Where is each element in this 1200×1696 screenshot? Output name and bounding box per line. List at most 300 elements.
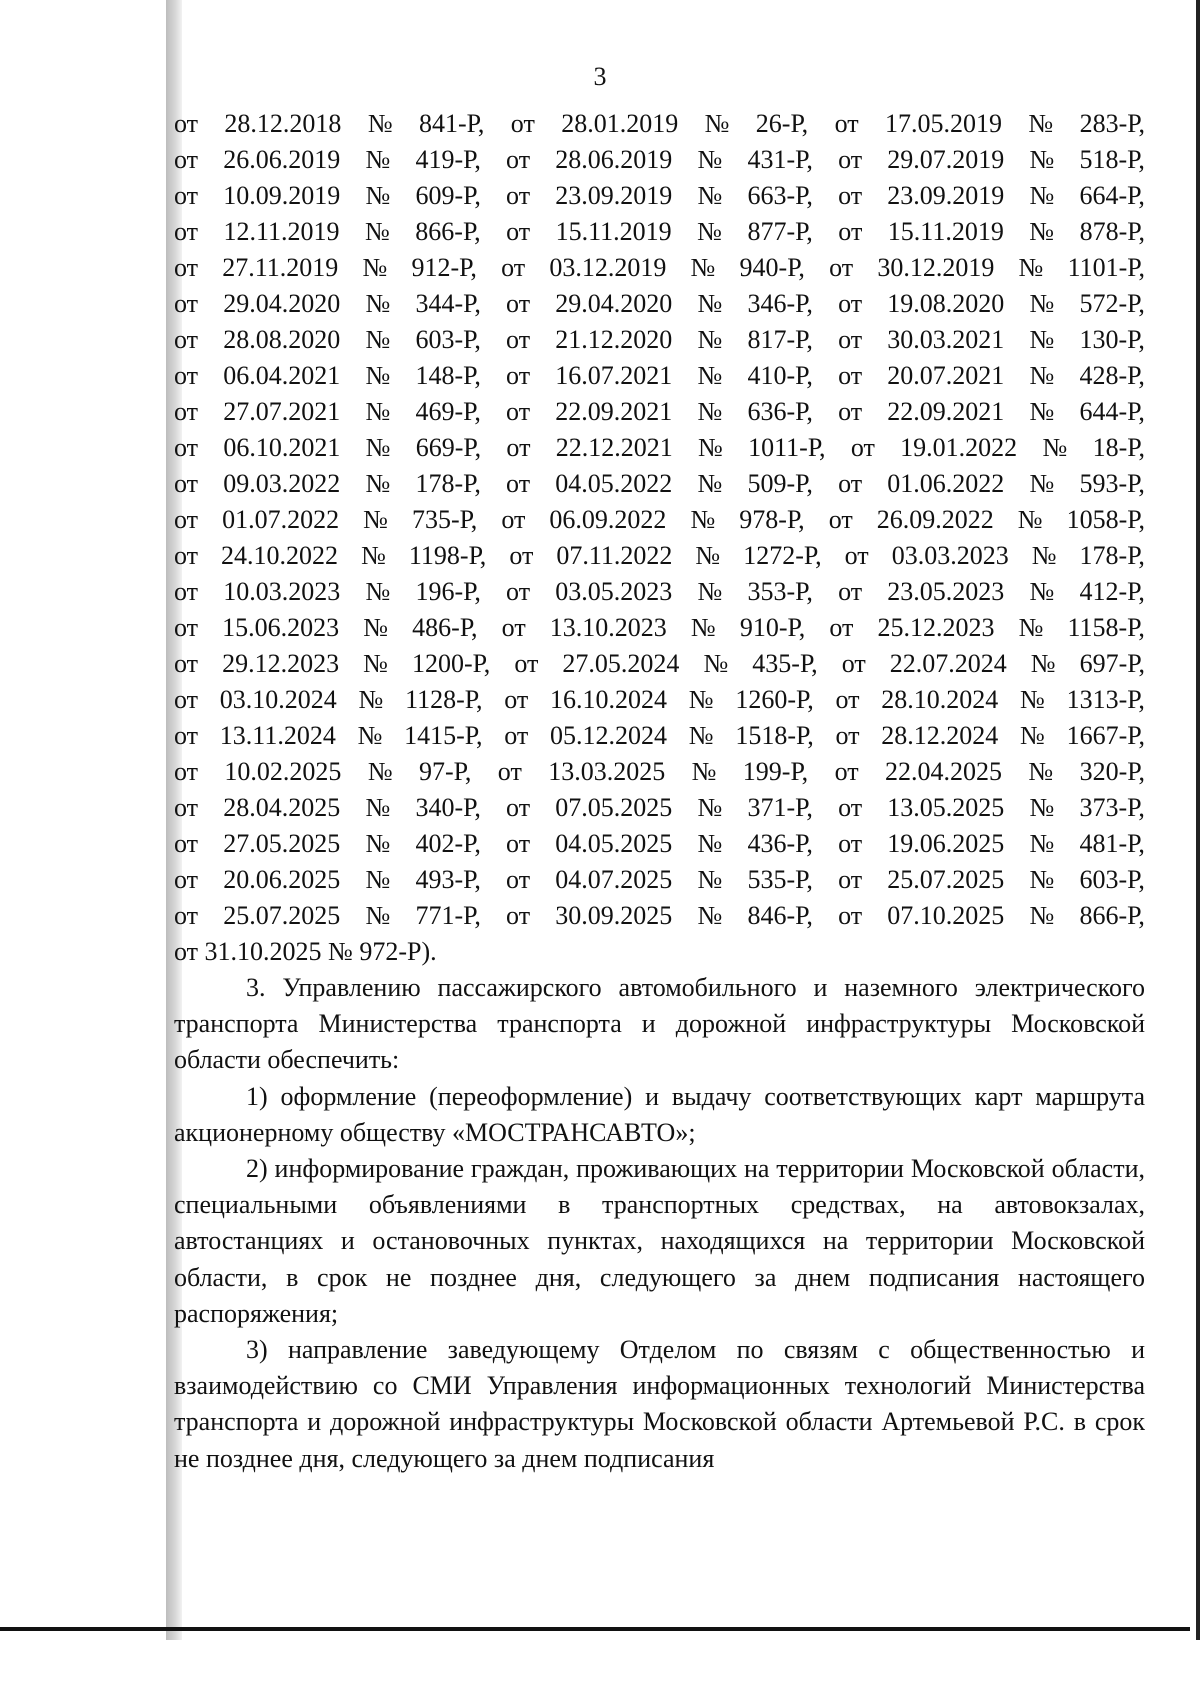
order-reference-token: 178-Р, bbox=[1079, 541, 1145, 570]
order-reference-token: 410-Р, bbox=[747, 361, 813, 390]
order-reference-token: от bbox=[838, 865, 863, 894]
order-reference-token: 16.07.2021 bbox=[555, 361, 673, 390]
order-reference-token: от bbox=[506, 901, 531, 930]
order-reference-token: № bbox=[1031, 541, 1057, 570]
order-reference-token: 03.10.2024 bbox=[219, 685, 337, 714]
order-reference-token: 1011-Р, bbox=[748, 433, 826, 462]
order-reference-line bbox=[174, 718, 1145, 754]
order-reference-token: № bbox=[365, 181, 391, 210]
order-reference-token: № bbox=[697, 181, 723, 210]
order-reference-token: от bbox=[501, 613, 526, 642]
order-reference-line bbox=[174, 682, 1145, 718]
order-reference-token: № bbox=[1029, 397, 1055, 426]
order-reference-token: № bbox=[365, 901, 391, 930]
order-reference-token: 22.09.2021 bbox=[555, 397, 673, 426]
order-reference-token: 469-Р, bbox=[415, 397, 481, 426]
order-reference-token: 04.05.2025 bbox=[555, 829, 673, 858]
order-reference-token: 16.10.2024 bbox=[550, 685, 668, 714]
order-reference-token: 877-Р, bbox=[747, 217, 813, 246]
order-reference-token: № bbox=[697, 865, 723, 894]
order-reference-token: 1260-Р, bbox=[735, 685, 814, 714]
order-reference-token: № bbox=[365, 217, 390, 246]
order-reference-token: от bbox=[838, 577, 863, 606]
order-reference-token: 1667-Р, bbox=[1066, 721, 1145, 750]
scan-bottom-edge bbox=[0, 1627, 1190, 1631]
order-reference-token: 283-Р, bbox=[1079, 109, 1145, 138]
order-reference-token: 17.05.2019 bbox=[884, 109, 1002, 138]
order-reference-token: № bbox=[367, 757, 393, 786]
order-reference-token: 199-Р, bbox=[742, 757, 809, 786]
order-reference-token: от bbox=[838, 325, 863, 354]
order-reference-token: № bbox=[365, 865, 391, 894]
order-reference-token: 22.04.2025 bbox=[884, 757, 1002, 786]
order-reference-line bbox=[174, 610, 1145, 646]
order-reference-token: 07.05.2025 bbox=[555, 793, 673, 822]
order-reference-token: от bbox=[501, 505, 526, 534]
order-reference-token: 06.09.2022 bbox=[549, 505, 667, 534]
order-reference-token: 486-Р, bbox=[412, 613, 478, 642]
order-reference-token: № bbox=[365, 577, 391, 606]
order-reference-token: 26.09.2022 bbox=[876, 505, 994, 534]
order-reference-token: 593-Р, bbox=[1079, 469, 1145, 498]
order-reference-line bbox=[174, 826, 1145, 862]
order-reference-token: № bbox=[691, 757, 717, 786]
order-reference-line bbox=[174, 430, 1145, 466]
order-reference-token: от bbox=[506, 469, 531, 498]
paragraph-3-3: 3) направление заведующему Отделом по связям с общественностью и взаимодействию со СМИ Управления информационных технологий Министерства транспорта и дорожной инфраструктуры Московской области Артемьевой Р.С. в срок не позднее дня, следующего за днем подписания bbox=[174, 1335, 1145, 1473]
order-reference-token: от bbox=[506, 397, 531, 426]
order-reference-token: № bbox=[363, 649, 388, 678]
order-reference-token: 28.08.2020 bbox=[223, 325, 341, 354]
order-reference-token: 846-Р, bbox=[747, 901, 813, 930]
order-reference-token: от bbox=[838, 829, 863, 858]
order-reference-last-line: от 31.10.2025 № 972-Р). bbox=[174, 937, 437, 966]
order-reference-token: 07.11.2022 bbox=[556, 541, 673, 570]
order-reference-token: 866-Р, bbox=[1079, 901, 1145, 930]
order-reference-token: № bbox=[690, 613, 716, 642]
order-reference-token: 13.05.2025 bbox=[887, 793, 1005, 822]
order-reference-token: 664-Р, bbox=[1079, 181, 1145, 210]
order-reference-token: от bbox=[174, 397, 199, 426]
order-reference-token: № bbox=[697, 469, 723, 498]
order-reference-token: 25.12.2023 bbox=[877, 613, 995, 642]
order-reference-token: № bbox=[697, 217, 722, 246]
order-reference-token: 27.05.2025 bbox=[223, 829, 341, 858]
order-reference-token: от bbox=[509, 541, 534, 570]
order-reference-token: от bbox=[838, 469, 863, 498]
order-reference-token: 371-Р, bbox=[747, 793, 813, 822]
order-reference-token: от bbox=[506, 289, 531, 318]
order-reference-token: № bbox=[1029, 181, 1055, 210]
order-reference-token: от bbox=[174, 361, 199, 390]
order-reference-token: от bbox=[174, 217, 199, 246]
order-reference-token: 06.04.2021 bbox=[223, 361, 341, 390]
order-reference-token: от bbox=[174, 181, 199, 210]
order-reference-token: от bbox=[174, 469, 199, 498]
order-reference-token: от bbox=[838, 145, 863, 174]
order-reference-token: 402-Р, bbox=[415, 829, 481, 858]
order-reference-token: 603-Р, bbox=[415, 325, 481, 354]
referenced-orders-list bbox=[174, 106, 1145, 970]
order-reference-token: от bbox=[174, 109, 199, 138]
order-reference-token: № bbox=[1029, 325, 1055, 354]
paragraph-3-1: 1) оформление (переоформление) и выдачу соответствующих карт маршрута акционерному обществу «МОСТРАНСАВТО»; bbox=[174, 1081, 1145, 1147]
order-reference-token: 1415-Р, bbox=[404, 721, 483, 750]
paragraph-3: 3. Управлению пассажирского автомобильного и наземного электрического транспорта Министерства транспорта и дорожной инфраструктуры Московской области обеспечить: bbox=[174, 973, 1145, 1075]
order-reference-token: от bbox=[174, 541, 199, 570]
order-reference-token: 03.03.2023 bbox=[891, 541, 1009, 570]
order-reference-token: 23.09.2019 bbox=[887, 181, 1005, 210]
order-reference-token: от bbox=[504, 685, 529, 714]
order-reference-token: 910-Р, bbox=[739, 613, 806, 642]
order-reference-token: № bbox=[365, 469, 391, 498]
order-reference-token: № bbox=[1028, 757, 1054, 786]
order-reference-token: 13.03.2025 bbox=[548, 757, 666, 786]
order-reference-token: 15.06.2023 bbox=[222, 613, 340, 642]
order-reference-token: от bbox=[838, 217, 863, 246]
order-reference-token: 431-Р, bbox=[747, 145, 813, 174]
order-reference-token: № bbox=[1029, 145, 1055, 174]
order-reference-token: 412-Р, bbox=[1079, 577, 1145, 606]
order-reference-token: 373-Р, bbox=[1079, 793, 1145, 822]
order-reference-token: 30.09.2025 bbox=[555, 901, 673, 930]
order-reference-token: от bbox=[506, 793, 531, 822]
order-reference-token: от bbox=[835, 721, 860, 750]
order-reference-token: 15.11.2019 bbox=[887, 217, 1004, 246]
order-reference-token: от bbox=[174, 613, 199, 642]
order-reference-token: 320-Р, bbox=[1079, 757, 1145, 786]
paragraph-3-2: 2) информирование граждан, проживающих на территории Московской области, специальными объявлениями в транспортных средствах, на автовокзалах, автостанциях и остановочных пунктах, находящихся на территории Московской области, в срок не позднее дня, следующего за днем подписания настоящего распоряжения; bbox=[174, 1154, 1145, 1328]
order-reference-token: 04.05.2022 bbox=[555, 469, 673, 498]
order-reference-token: № bbox=[365, 145, 391, 174]
order-reference-line bbox=[174, 502, 1145, 538]
order-reference-token: 12.11.2019 bbox=[223, 217, 340, 246]
order-reference-token: № bbox=[1029, 901, 1055, 930]
order-reference-token: № bbox=[365, 829, 391, 858]
order-reference-token: 03.05.2023 bbox=[555, 577, 673, 606]
order-reference-token: № bbox=[363, 505, 388, 534]
order-reference-token: 01.06.2022 bbox=[887, 469, 1005, 498]
order-reference-line bbox=[174, 106, 1145, 142]
order-reference-token: 436-Р, bbox=[747, 829, 813, 858]
order-reference-token: № bbox=[365, 289, 391, 318]
order-reference-token: 29.04.2020 bbox=[555, 289, 673, 318]
order-reference-line bbox=[174, 466, 1145, 502]
order-reference-token: от bbox=[174, 793, 199, 822]
order-reference-token: от bbox=[174, 721, 199, 750]
order-reference-token: от bbox=[174, 505, 199, 534]
order-reference-token: 697-Р, bbox=[1079, 649, 1145, 678]
order-reference-token: 19.06.2025 bbox=[887, 829, 1005, 858]
order-reference-token: 735-Р, bbox=[411, 505, 478, 534]
order-reference-token: 29.04.2020 bbox=[223, 289, 341, 318]
order-reference-token: № bbox=[697, 325, 723, 354]
order-reference-token: 1128-Р, bbox=[405, 685, 483, 714]
order-reference-token: 340-Р, bbox=[415, 793, 481, 822]
order-reference-token: № bbox=[697, 793, 723, 822]
order-reference-token: от bbox=[174, 865, 199, 894]
order-reference-token: от bbox=[174, 577, 199, 606]
order-reference-token: 97-Р, bbox=[419, 757, 472, 786]
order-reference-line bbox=[174, 538, 1145, 574]
order-reference-token: 493-Р, bbox=[415, 865, 481, 894]
order-reference-token: от bbox=[174, 685, 199, 714]
order-reference-token: 1101-Р, bbox=[1067, 253, 1145, 282]
order-reference-token: 1158-Р, bbox=[1067, 613, 1145, 642]
order-reference-token: 196-Р, bbox=[415, 577, 481, 606]
order-reference-token: 509-Р, bbox=[747, 469, 813, 498]
order-reference-token: № bbox=[1028, 109, 1054, 138]
order-reference-token: от bbox=[174, 901, 199, 930]
order-reference-line bbox=[174, 574, 1145, 610]
order-reference-token: 428-Р, bbox=[1079, 361, 1145, 390]
order-reference-token: 20.07.2021 bbox=[887, 361, 1005, 390]
order-reference-token: от bbox=[174, 325, 199, 354]
order-reference-token: 25.07.2025 bbox=[223, 901, 341, 930]
order-reference-token: 28.06.2019 bbox=[555, 145, 673, 174]
order-reference-token: 866-Р, bbox=[415, 217, 481, 246]
order-reference-token: 609-Р, bbox=[415, 181, 481, 210]
order-reference-token: 644-Р, bbox=[1079, 397, 1145, 426]
order-reference-token: 23.09.2019 bbox=[555, 181, 673, 210]
order-reference-token: 344-Р, bbox=[415, 289, 481, 318]
order-reference-token: 817-Р, bbox=[747, 325, 813, 354]
order-reference-token: № bbox=[362, 253, 388, 282]
order-reference-token: от bbox=[844, 541, 869, 570]
order-reference-line bbox=[174, 862, 1145, 898]
order-reference-line bbox=[174, 322, 1145, 358]
order-reference-token: 25.07.2025 bbox=[887, 865, 1005, 894]
order-reference-token: 27.11.2019 bbox=[222, 253, 339, 282]
order-reference-token: 663-Р, bbox=[747, 181, 813, 210]
order-reference-token: от bbox=[841, 649, 866, 678]
order-reference-token: от bbox=[510, 109, 535, 138]
order-reference-token: № bbox=[1029, 361, 1055, 390]
order-reference-token: от bbox=[835, 685, 860, 714]
order-reference-line bbox=[174, 358, 1145, 394]
order-reference-token: № bbox=[690, 253, 716, 282]
order-reference-token: № bbox=[365, 361, 391, 390]
order-reference-token: 24.10.2022 bbox=[221, 541, 339, 570]
order-reference-token: от bbox=[834, 109, 859, 138]
order-reference-token: 28.12.2018 bbox=[224, 109, 342, 138]
order-reference-line bbox=[174, 646, 1145, 682]
order-reference-token: 481-Р, bbox=[1079, 829, 1145, 858]
order-reference-token: № bbox=[1017, 505, 1043, 534]
order-reference-token: 19.08.2020 bbox=[887, 289, 1005, 318]
order-reference-token: 940-Р, bbox=[739, 253, 805, 282]
order-reference-token: № bbox=[697, 289, 723, 318]
order-reference-token: 13.11.2024 bbox=[219, 721, 336, 750]
order-reference-token: от bbox=[174, 757, 199, 786]
order-reference-token: от bbox=[838, 361, 863, 390]
order-reference-token: 130-Р, bbox=[1079, 325, 1145, 354]
order-reference-token: № bbox=[704, 109, 730, 138]
order-reference-token: от bbox=[501, 253, 526, 282]
order-reference-token: № bbox=[703, 649, 729, 678]
order-reference-token: № bbox=[365, 397, 391, 426]
order-reference-token: 878-Р, bbox=[1079, 217, 1145, 246]
order-reference-token: 353-Р, bbox=[747, 577, 813, 606]
order-reference-token: 15.11.2019 bbox=[555, 217, 672, 246]
document-body bbox=[174, 970, 1145, 1477]
order-reference-token: 841-Р, bbox=[419, 109, 485, 138]
order-reference-token: 27.07.2021 bbox=[223, 397, 341, 426]
order-reference-token: 1198-Р, bbox=[408, 541, 487, 570]
order-reference-token: 28.10.2024 bbox=[881, 685, 999, 714]
order-reference-token: 771-Р, bbox=[415, 901, 481, 930]
order-reference-token: № bbox=[697, 829, 723, 858]
order-reference-token: № bbox=[1029, 289, 1055, 318]
order-reference-token: № bbox=[1020, 685, 1045, 714]
order-reference-token: № bbox=[695, 541, 721, 570]
order-reference-token: 978-Р, bbox=[739, 505, 805, 534]
order-reference-token: № bbox=[363, 613, 389, 642]
order-reference-token: № bbox=[358, 685, 384, 714]
order-reference-token: от bbox=[504, 721, 529, 750]
order-reference-token: 04.07.2025 bbox=[555, 865, 673, 894]
order-reference-token: от bbox=[174, 145, 199, 174]
order-reference-token: от bbox=[834, 757, 859, 786]
order-reference-token: № bbox=[697, 145, 723, 174]
order-reference-line bbox=[174, 250, 1145, 286]
order-reference-token: от bbox=[850, 433, 875, 462]
order-reference-token: от bbox=[506, 145, 531, 174]
order-reference-token: 22.07.2024 bbox=[889, 649, 1007, 678]
order-reference-token: 912-Р, bbox=[411, 253, 477, 282]
order-reference-token: от bbox=[174, 433, 199, 462]
order-reference-token: 29.12.2023 bbox=[222, 649, 340, 678]
order-reference-token: 26-Р, bbox=[755, 109, 809, 138]
order-reference-token: № bbox=[365, 793, 391, 822]
order-reference-token: 10.03.2023 bbox=[223, 577, 341, 606]
order-reference-token: 1058-Р, bbox=[1066, 505, 1145, 534]
order-reference-line bbox=[174, 790, 1145, 826]
order-reference-token: от bbox=[506, 865, 531, 894]
order-reference-token: от bbox=[838, 901, 863, 930]
order-reference-token: № bbox=[698, 433, 723, 462]
order-reference-token: № bbox=[367, 109, 393, 138]
order-reference-token: от bbox=[506, 181, 531, 210]
order-reference-token: № bbox=[1029, 829, 1055, 858]
order-reference-line bbox=[174, 394, 1145, 430]
order-reference-token: 10.02.2025 bbox=[224, 757, 342, 786]
order-reference-token: от bbox=[506, 433, 531, 462]
order-reference-token: 10.09.2019 bbox=[223, 181, 341, 210]
order-reference-token: 1313-Р, bbox=[1066, 685, 1145, 714]
order-reference-token: 18-Р, bbox=[1092, 433, 1145, 462]
order-reference-token: 28.12.2024 bbox=[881, 721, 999, 750]
order-reference-token: 06.10.2021 bbox=[223, 433, 341, 462]
order-reference-token: 28.01.2019 bbox=[561, 109, 679, 138]
order-reference-token: 30.12.2019 bbox=[877, 253, 995, 282]
order-reference-token: № bbox=[1018, 253, 1044, 282]
order-reference-token: 22.09.2021 bbox=[887, 397, 1005, 426]
order-reference-token: 05.12.2024 bbox=[550, 721, 668, 750]
order-reference-token: 23.05.2023 bbox=[887, 577, 1005, 606]
order-reference-token: № bbox=[697, 397, 723, 426]
order-reference-token: от bbox=[828, 505, 853, 534]
order-reference-token: № bbox=[1042, 433, 1068, 462]
order-reference-token: № bbox=[1029, 865, 1055, 894]
order-reference-token: № bbox=[1029, 217, 1055, 246]
order-reference-token: 148-Р, bbox=[415, 361, 481, 390]
order-reference-token: от bbox=[506, 577, 531, 606]
order-reference-token: от bbox=[174, 649, 199, 678]
order-reference-token: 346-Р, bbox=[747, 289, 813, 318]
order-reference-token: 636-Р, bbox=[747, 397, 813, 426]
order-reference-token: от bbox=[506, 829, 531, 858]
order-reference-token: от bbox=[506, 361, 531, 390]
order-reference-token: от bbox=[838, 289, 863, 318]
order-reference-token: 26.06.2019 bbox=[223, 145, 341, 174]
order-reference-token: № bbox=[688, 685, 714, 714]
order-reference-token: № bbox=[690, 505, 716, 534]
order-reference-token: от bbox=[174, 829, 199, 858]
order-reference-token: 419-Р, bbox=[415, 145, 481, 174]
order-reference-token: 1200-Р, bbox=[411, 649, 491, 678]
order-reference-token: 19.01.2022 bbox=[900, 433, 1018, 462]
scan-right-edge bbox=[1196, 0, 1200, 1640]
order-reference-token: № bbox=[1020, 721, 1045, 750]
order-reference-token: 1518-Р, bbox=[735, 721, 814, 750]
order-reference-line bbox=[174, 178, 1145, 214]
order-reference-token: 27.05.2024 bbox=[562, 649, 680, 678]
order-reference-token: № bbox=[1030, 649, 1056, 678]
order-reference-token: 603-Р, bbox=[1079, 865, 1145, 894]
order-reference-token: от bbox=[506, 325, 531, 354]
order-reference-token: 13.10.2023 bbox=[549, 613, 667, 642]
order-reference-line bbox=[174, 142, 1145, 178]
order-reference-token: 1272-Р, bbox=[743, 541, 822, 570]
order-reference-token: 22.12.2021 bbox=[555, 433, 673, 462]
order-reference-token: от bbox=[829, 253, 854, 282]
order-reference-token: № bbox=[361, 541, 386, 570]
order-reference-token: от bbox=[838, 181, 863, 210]
order-reference-token: 669-Р, bbox=[415, 433, 482, 462]
order-reference-token: № bbox=[697, 577, 723, 606]
order-reference-token: № bbox=[697, 361, 723, 390]
order-reference-token: № bbox=[688, 721, 714, 750]
order-reference-token: 07.10.2025 bbox=[887, 901, 1005, 930]
order-reference-token: 572-Р, bbox=[1079, 289, 1145, 318]
order-reference-token: от bbox=[514, 649, 539, 678]
order-reference-token: № bbox=[1029, 793, 1055, 822]
order-reference-token: № bbox=[1029, 469, 1055, 498]
order-reference-token: 20.06.2025 bbox=[223, 865, 341, 894]
order-reference-token: от bbox=[174, 253, 199, 282]
order-reference-line bbox=[174, 898, 1145, 934]
order-reference-token: от bbox=[829, 613, 854, 642]
order-reference-token: 01.07.2022 bbox=[222, 505, 340, 534]
order-reference-token: 09.03.2022 bbox=[223, 469, 341, 498]
order-reference-token: от bbox=[497, 757, 522, 786]
order-reference-token: № bbox=[697, 901, 723, 930]
order-reference-line bbox=[174, 754, 1145, 790]
order-reference-line bbox=[174, 286, 1145, 322]
order-reference-token: от bbox=[838, 793, 863, 822]
order-reference-token: 29.07.2019 bbox=[887, 145, 1005, 174]
order-reference-token: № bbox=[365, 433, 391, 462]
order-reference-token: № bbox=[365, 325, 391, 354]
order-reference-token: от bbox=[506, 217, 531, 246]
order-reference-token: 518-Р, bbox=[1079, 145, 1145, 174]
order-reference-token: 28.04.2025 bbox=[223, 793, 341, 822]
order-reference-token: от bbox=[174, 289, 199, 318]
order-reference-token: 535-Р, bbox=[747, 865, 813, 894]
order-reference-line bbox=[174, 214, 1145, 250]
order-reference-token: 435-Р, bbox=[752, 649, 818, 678]
